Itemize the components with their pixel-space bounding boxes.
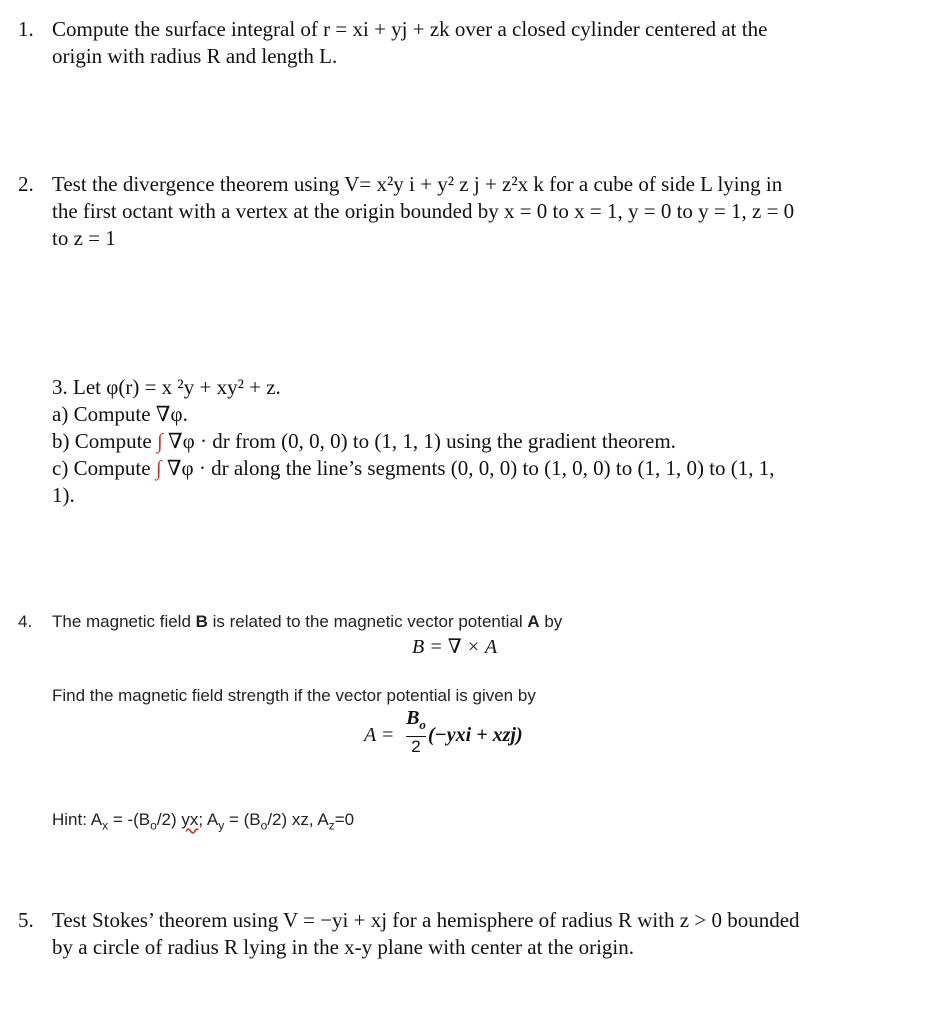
- question-3-part-a: a) Compute ∇φ.: [52, 402, 188, 426]
- question-3-part-c-prefix: c) Compute: [52, 456, 151, 480]
- question-4-find: Find the magnetic field strength if the vector potential is given by: [52, 686, 536, 705]
- spellcheck-underlined-word: yx: [181, 810, 199, 829]
- question-4-bold-a: A: [527, 612, 540, 631]
- question-1-number: 1.: [18, 17, 34, 41]
- integral-icon: ∫: [157, 429, 163, 453]
- question-3-part-c: [52, 455, 912, 482]
- question-4-bold-b: B: [195, 612, 208, 631]
- question-4-hint: Hint: $A_x = -(B_o/2)$ yx; $A_y = (B_o/2)$ xz, $A_z=0$: [52, 810, 355, 833]
- question-2-line-1: Test the divergence theorem using V= x²y i + y² z j + z²x k for a cube of side L lying in: [52, 172, 783, 196]
- question-2-number: 2.: [18, 172, 34, 196]
- question-3-part-b-rest: ∇φ · dr from (0, 0, 0) to (1, 1, 1) using the gradient theorem.: [168, 429, 676, 453]
- question-4-intro-text: by: [539, 612, 563, 631]
- question-3-intro: 3. Let φ(r) = x ²y + xy² + z.: [52, 375, 281, 399]
- question-5-number: 5.: [18, 908, 34, 932]
- question-3-part-c-rest: ∇φ · dr along the line’s segments (0, 0, 0) to (1, 0, 0) to (1, 1, 0) to (1, 1,: [166, 456, 775, 480]
- question-3: [52, 374, 912, 509]
- question-4-intro-text: is related to the magnetic vector potential: [207, 612, 528, 631]
- question-5-line-1: Test Stokes’ theorem using V = −yi + xj for a hemisphere of radius R with z > 0 bounded: [52, 908, 800, 932]
- integral-icon: ∫: [155, 456, 162, 480]
- question-3-part-c-continuation: 1).: [52, 483, 75, 507]
- equation-fraction: [406, 708, 426, 756]
- question-2-line-2: the first octant with a vertex at the origin bounded by x = 0 to x = 1, y = 0 to y = 1, z = 0: [52, 199, 795, 223]
- question-1-line-1: Compute the surface integral of r = xi + yj + zk over a closed cylinder centered at the: [52, 17, 768, 41]
- question-5-line-2: by a circle of radius R lying in the x-y plane with center at the origin.: [52, 935, 634, 959]
- question-2-line-3: to z = 1: [52, 226, 116, 250]
- question-4-number: 4.: [18, 612, 33, 631]
- fraction-numerator: $B_o$: [406, 707, 426, 732]
- question-3-part-b-prefix: b) Compute: [52, 429, 152, 453]
- question-4-intro: [52, 610, 562, 634]
- equation-curl: B = ∇ × A: [412, 636, 498, 658]
- question-1-line-2: origin with radius R and length L.: [52, 44, 338, 68]
- question-4-intro-text: The magnetic field: [52, 612, 196, 631]
- equation-vector-potential-rhs: (−yxi + xzj): [428, 724, 523, 746]
- question-3-part-b: [52, 428, 912, 455]
- equation-vector-potential-lhs: A =: [364, 724, 395, 746]
- fraction-denominator: 2: [411, 737, 421, 756]
